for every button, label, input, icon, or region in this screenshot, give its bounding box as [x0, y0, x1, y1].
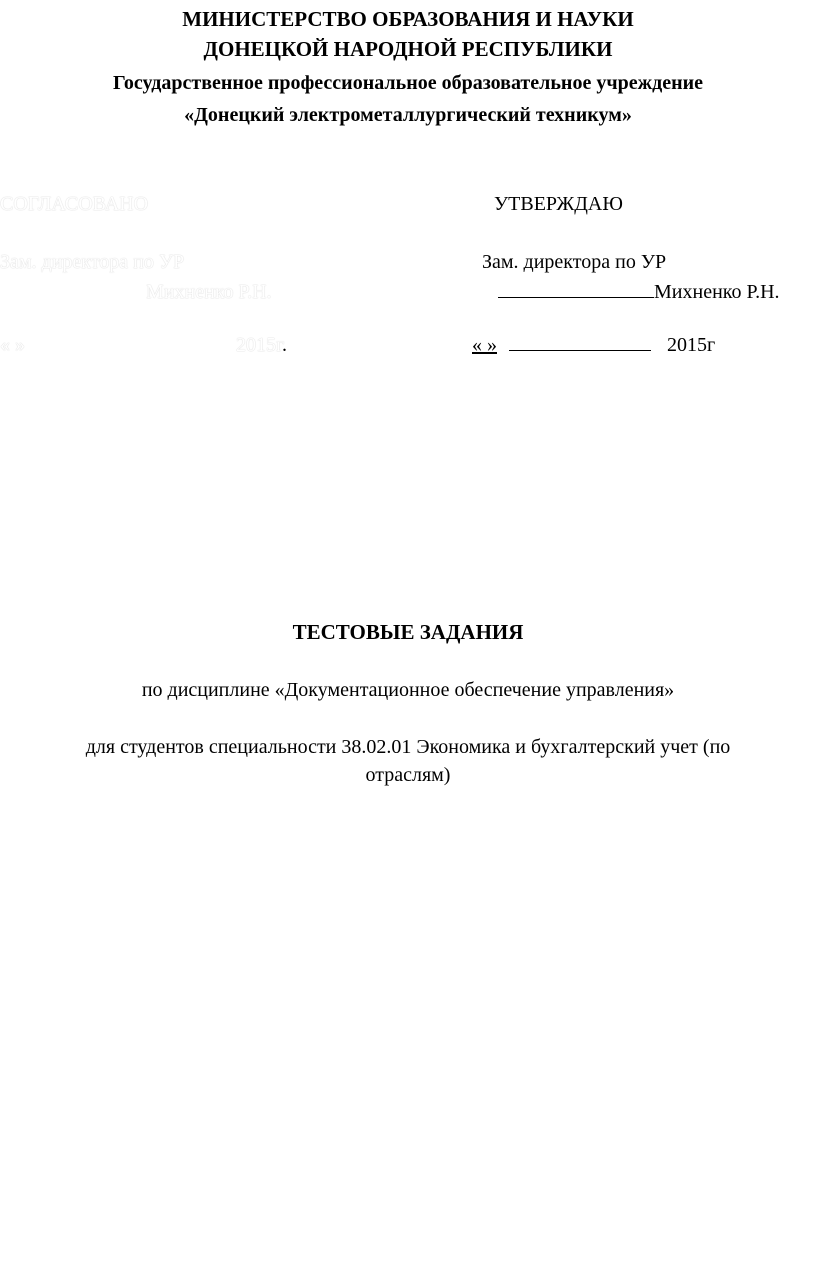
- agreed-heading: СОГЛАСОВАНО: [0, 193, 149, 215]
- ministry-name-line-1: МИНИСТЕРСТВО ОБРАЗОВАНИЯ И НАУКИ: [182, 7, 634, 31]
- specialty-line-1: для студентов специальности 38.02.01 Экономика и бухгалтерский учет (по: [85, 736, 731, 758]
- institution-type: Государственное профессиональное образовательное учреждение: [112, 72, 704, 94]
- agreed-name: Михненко Р.Н.: [146, 281, 272, 303]
- approved-date-line: [472, 333, 715, 357]
- approved-signature-line: [498, 280, 780, 304]
- date-blank: [509, 349, 651, 351]
- agreed-year-line: [236, 333, 287, 357]
- agreed-date-quotes: « »: [0, 334, 25, 356]
- document-title: ТЕСТОВЫЕ ЗАДАНИЯ: [292, 620, 524, 644]
- approved-name: Михненко Р.Н.: [654, 281, 780, 303]
- ministry-name-line-2: ДОНЕЦКОЙ НАРОДНОЙ РЕСПУБЛИКИ: [203, 37, 613, 61]
- specialty-line-2: отраслям): [365, 764, 451, 786]
- approved-heading: УТВЕРЖДАЮ: [494, 193, 623, 215]
- discipline-line: по дисциплине «Документационное обеспечение управления»: [141, 679, 675, 701]
- agreed-position: Зам. директора по УР: [0, 251, 185, 273]
- signature-blank: [498, 296, 654, 298]
- approved-year: 2015г: [667, 334, 716, 356]
- agreed-period: .: [281, 334, 287, 356]
- agreed-year: 2015г: [236, 334, 282, 356]
- approved-date-quotes: « »: [472, 334, 497, 356]
- institution-name: «Донецкий электрометаллургический техникум»: [184, 104, 632, 126]
- approved-position: Зам. директора по УР: [482, 251, 667, 273]
